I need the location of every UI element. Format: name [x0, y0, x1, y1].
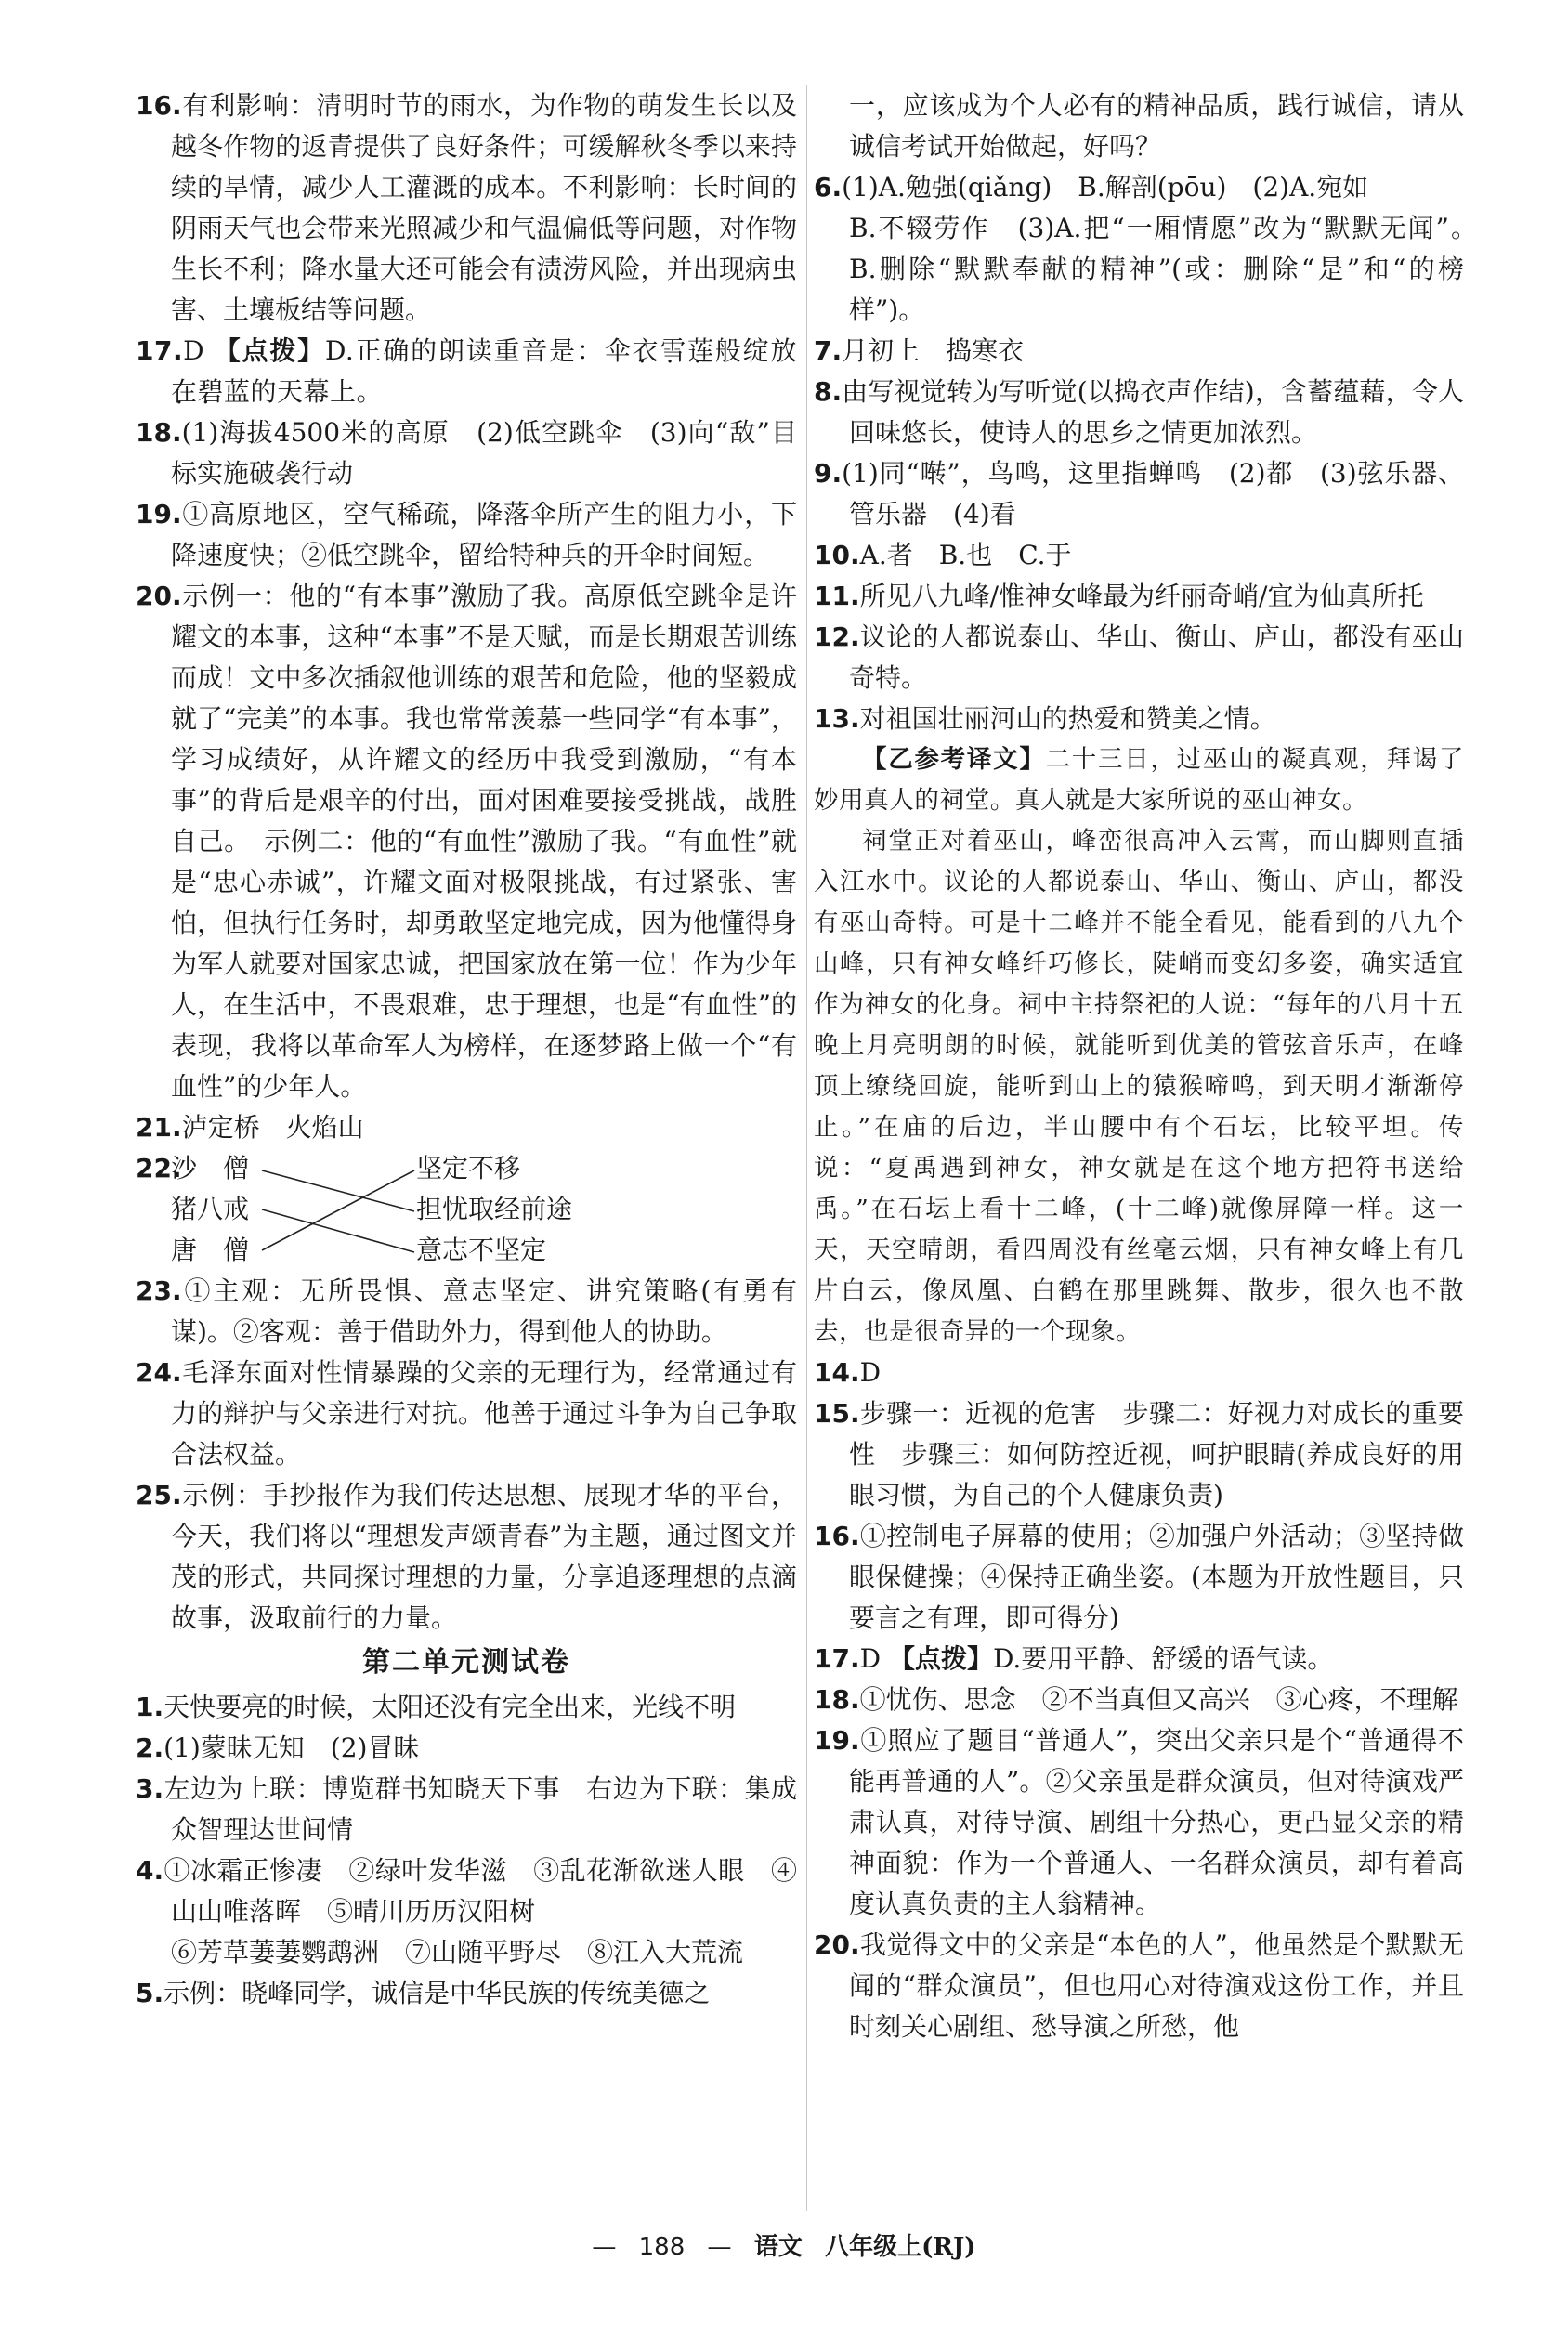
answer-number: 23.	[136, 1275, 182, 1306]
unit2-answer-10	[814, 535, 1464, 576]
answer-number: 20.	[814, 1929, 860, 1960]
answer-choice: D	[859, 1643, 882, 1674]
hint-tag: 【点拨】	[214, 335, 325, 366]
hint-tag: 【点拨】	[888, 1643, 993, 1674]
answer-23	[136, 1271, 797, 1353]
answer-text: ①忧伤、思念 ②不当真但又高兴 ③心疼，不理解	[859, 1684, 1458, 1715]
section-title: 第二单元测试卷	[362, 1646, 570, 1679]
unit2-answer-13	[814, 699, 1464, 739]
answer-number: 20.	[136, 581, 182, 611]
answer-text: 天快要亮的时候，太阳还没有完全出来，光线不明	[163, 1692, 737, 1722]
unit2-answer-11	[814, 576, 1464, 617]
answer-text: ①主观：无所畏惧、意志坚定、讲究策略(有勇有谋)。②客观：善于借助外力，得到他人的协助。	[171, 1275, 797, 1347]
answer-number: 4.	[136, 1855, 164, 1886]
match-trait: 担忧取经前途	[416, 1194, 573, 1224]
stressed-char: 般	[714, 335, 743, 366]
answer-17	[136, 331, 797, 412]
answer-text: 对祖国壮丽河山的热爱和赞美之情。	[859, 703, 1276, 734]
answer-text: 毛泽东面对性情暴躁的父亲的无理行为，经常通过有力的辩护与父亲进行对抗。他善于通过斗争为自己争取合法权益。	[171, 1357, 797, 1470]
answer-number: 11.	[814, 581, 860, 611]
answer-18	[136, 412, 797, 494]
unit2-answer-4-cont: ⑥芳草萋萋鹦鹉洲 ⑦山随平野尽 ⑧江入大荒流	[171, 1937, 744, 1967]
answer-number: 5.	[136, 1978, 164, 2008]
unit2-answer-9	[814, 453, 1464, 535]
unit2-answer-8	[814, 372, 1464, 453]
answer-text: ①照应了题目“普通人”，突出父亲只是个“普通得不能再普通的人”。②父亲虽是群众演员，但对待演戏严肃认真，对待导演、剧组十分热心，更凸显父亲的精神面貌：作为一个普通人、一名群众演员，却有着高度认真负责的主人翁精神。	[849, 1725, 1464, 1919]
match-line	[262, 1209, 414, 1252]
hint-text: 绽放在	[171, 335, 797, 407]
unit2-answer-19	[814, 1720, 1464, 1925]
unit2-answer-5-cont: 一，应该成为个人必有的精神品质，践行诚信，请从诚信考试开始做起，好吗？	[849, 90, 1464, 162]
answer-text: 步骤一：近视的危害 步骤二：好视力对成长的重要性 步骤三：如何防控近视，呵护眼睛(养成良好的用眼习惯，为自己的个人健康负责)	[849, 1398, 1464, 1510]
unit2-answer-5	[136, 1973, 797, 2014]
answer-number: 8.	[814, 376, 843, 407]
answer-text: 议论的人都说泰山、华山、衡山、庐山，都没有巫山奇特。	[849, 621, 1464, 693]
unit2-answer-17	[814, 1639, 1464, 1680]
answer-number: 19.	[814, 1725, 860, 1756]
answer-text: 示例：晓峰同学，诚信是中华民族的传统美德之	[163, 1978, 711, 2008]
answer-25	[136, 1475, 797, 1639]
unit2-answer-3	[136, 1769, 797, 1850]
answer-number: 7.	[814, 335, 843, 366]
answer-number: 1.	[136, 1692, 164, 1722]
answer-number: 15.	[814, 1398, 860, 1429]
answer-text: ①高原地区，空气稀疏，降落伞所产生的阻力小，下降速度快；②低空跳伞，留给特种兵的开伞时间短。	[171, 499, 797, 570]
answer-number: 9.	[814, 458, 843, 489]
footer-dash: —	[707, 2233, 732, 2261]
unit2-answer-15	[814, 1393, 1464, 1516]
answer-number: 14.	[814, 1357, 860, 1388]
answer-number: 3.	[136, 1773, 164, 1804]
unit2-answer-14	[814, 1353, 1464, 1393]
answer-number: 13.	[814, 703, 860, 734]
stressed-char: 雪	[660, 335, 688, 366]
answer-number: 17.	[136, 335, 184, 366]
answer-number: 19.	[136, 499, 182, 529]
answer-text: A.者 B.也 C.于	[859, 540, 1072, 570]
answer-text: 左边为上联：博览群书知晓天下事 右边为下联：集成众智理达世间情	[163, 1773, 797, 1845]
answer-number: 25.	[136, 1480, 182, 1510]
answer-number: 12.	[814, 621, 860, 652]
answer-number: 18.	[814, 1684, 860, 1715]
answer-number: 2.	[136, 1732, 164, 1763]
answer-number: 6.	[814, 172, 843, 203]
translation-para-2: 祠堂正对着巫山，峰峦很高冲入云霄，而山脚则直插入江水中。议论的人都说泰山、华山、衡山、庐山，都没有巫山奇特。可是十二峰并不能全看见，能看到的八九个山峰，只有神女峰纤巧修长，陡峭而变幻多姿，确实适宜作为神女的化身。祠中主持祭祀的人说：“每年的八月十五晚上月亮明朗的时候，就能听到优美的管弦音乐声，在峰顶上缭绕回旋，能听到山上的猿猴啼鸣，到天明才渐渐停止。”在庙的后边，半山腰中有个石坛，比较平坦。传说：“夏禹遇到神女，神女就是在这个地方把符书送给禹。”在石坛上看十二峰，(十二峰)就像屏障一样。这一天，天空晴朗，看四周没有丝毫云烟，只有神女峰上有几片白云，像凤凰、白鹤在那里跳舞、散步，很久也不散去，也是很奇异的一个现象。	[814, 827, 1464, 1346]
unit2-answer-18	[814, 1680, 1464, 1720]
answer-number: 18.	[136, 417, 182, 448]
unit2-answer-6	[814, 167, 1464, 208]
answer-text: 所见八九峰/惟神女峰最为纤丽奇峭/宜为仙真所托	[859, 581, 1424, 611]
answer-number: 24.	[136, 1357, 182, 1388]
answer-text: 我觉得文中的父亲是“本色的人”，他虽然是个默默无闻的“群众演员”，但也用心对待演戏这份工作，并且时刻关心剧组、愁导演之所愁，他	[849, 1929, 1464, 2042]
column-divider	[806, 85, 807, 2211]
footer-grade: 八年级上(RJ)	[825, 2233, 976, 2261]
answer-number: 10.	[814, 540, 860, 570]
page-number: 188	[638, 2233, 686, 2261]
footer-dash: —	[592, 2233, 617, 2261]
match-trait: 意志不坚定	[416, 1235, 547, 1265]
match-line	[262, 1170, 414, 1211]
unit2-answer-20	[814, 1925, 1464, 2047]
answer-text: D	[859, 1357, 882, 1388]
left-column	[136, 85, 797, 2014]
answer-number: 22.	[136, 1153, 182, 1183]
match-trait: 坚定不移	[416, 1153, 521, 1183]
answer-text: 月初上 捣寒衣	[842, 335, 1025, 366]
stressed-char: 碧	[197, 376, 225, 407]
answer-text: 有利影响：清明时节的雨水，为作物的萌发生长以及越冬作物的返青提供了良好条件；可缓解秋冬季以来持续的旱情，减少人工灌溉的成本。不利影响：长时间的阴雨天气也会带来光照减少和气温偏低等问题，对作物生长不利；降水量大还可能会有渍涝风险，并出现病虫害、土壤板结等问题。	[171, 90, 797, 325]
unit2-answer-1	[136, 1687, 797, 1728]
answer-text: (1)同“啭”，鸟鸣，这里指蝉鸣 (2)都 (3)弦乐器、管乐器 (4)看	[842, 458, 1464, 529]
stressed-char: 蓝	[224, 376, 251, 407]
match-character: 唐 僧	[171, 1235, 250, 1265]
answer-number: 16.	[814, 1521, 860, 1551]
answer-24	[136, 1353, 797, 1475]
match-character: 沙 僧	[171, 1153, 250, 1183]
translation-text: 二十三日，过巫山的凝真观，拜谒了妙用真人的祠堂。真人就是大家所说的巫山神女。	[814, 745, 1464, 815]
match-line	[262, 1170, 414, 1250]
answer-choice: D	[183, 335, 205, 366]
stressed-char: 莲	[687, 335, 715, 366]
unit2-answer-12	[814, 617, 1464, 699]
answer-text: 泸定桥 火焰山	[181, 1112, 364, 1143]
unit2-answer-6-cont: B.不辍劳作 (3)A.把“一厢情愿”改为“默默无闻”。 B.删除“默默奉献的精神”(或：删除“是”和“的榜样”)。	[849, 213, 1491, 325]
answer-text: (1)蒙昧无知 (2)冒昧	[163, 1732, 420, 1763]
page-footer	[0, 2228, 1568, 2262]
answer-text: ①控制电子屏幕的使用；②加强户外活动；③坚持做眼保健操；④保持正确坐姿。(本题为开放性题目，只要言之有理，即可得分)	[849, 1521, 1464, 1633]
answer-text: (1)A.勉强(qiǎng) B.解剖(pōu) (2)A.宛如	[842, 172, 1369, 203]
hint-text: D.要用平静、舒缓的语气读。	[992, 1643, 1334, 1674]
translation-tag: 【乙参考译文】	[862, 745, 1046, 774]
answer-16	[136, 85, 797, 331]
reference-translation	[814, 739, 1464, 1353]
match-character: 猪八戒	[171, 1194, 250, 1224]
answer-21	[136, 1107, 797, 1148]
answer-text: 由写视觉转为写听觉(以捣衣声作结)，含蓄蕴藉，令人回味悠长，使诗人的思乡之情更加浓烈。	[842, 376, 1464, 448]
answer-20	[136, 576, 797, 1107]
match-lines	[136, 1148, 797, 1271]
footer-subject: 语文	[753, 2233, 803, 2261]
right-column	[814, 85, 1491, 2047]
unit2-answer-2	[136, 1728, 797, 1769]
unit2-answer-4	[136, 1850, 797, 1932]
translation-para-1	[814, 739, 1464, 821]
answer-19	[136, 494, 797, 576]
answer-text: 示例一：他的“有本事”激励了我。高原低空跳伞是许耀文的本事，这种“本事”不是天赋，而是长期艰苦训练而成！文中多次插叙他训练的艰苦和危险，他的坚毅成就了“完美”的本事。我也常常羡慕一些同学“有本事”，学习成绩好，从许耀文的经历中我受到激励，“有本事”的背后是艰辛的付出，面对困难要接受挑战，战胜自己。 示例二：他的“有血性”激励了我。“有血性”就是“忠心赤诚”，许耀文面对极限挑战，有过紧张、害怕，但执行任务时，却勇敢坚定地完成，因为他懂得身为军人就要对国家忠诚，把国家放在第一位！作为少年人，在生活中，不畏艰难，忠于理想，也是“有血性”的表现，我将以革命军人为榜样，在逐梦路上做一个“有血性”的少年人。	[171, 581, 797, 1102]
answer-text: ①冰霜正惨凄 ②绿叶发华滋 ③乱花渐欲迷人眼 ④山山唯落晖 ⑤晴川历历汉阳树	[163, 1855, 797, 1927]
hint-text: D.正确的朗读重音是：伞衣	[324, 335, 660, 366]
answer-22-matching	[136, 1148, 797, 1271]
unit2-answer-7	[814, 331, 1464, 372]
answer-number: 17.	[814, 1643, 860, 1674]
hint-text: 的天幕上。	[250, 376, 384, 407]
answer-text: (1)海拔4500米的高原 (2)低空跳伞 (3)向“敌”目标实施破袭行动	[171, 417, 797, 489]
answer-number: 21.	[136, 1112, 182, 1143]
answer-number: 16.	[136, 90, 182, 121]
unit2-answer-16	[814, 1516, 1464, 1639]
answer-text: 示例：手抄报作为我们传达思想、展现才华的平台，今天，我们将以“理想发声颂青春”为主题，通过图文并茂的形式，共同探讨理想的力量，分享追逐理想的点滴故事，汲取前行的力量。	[171, 1480, 797, 1633]
